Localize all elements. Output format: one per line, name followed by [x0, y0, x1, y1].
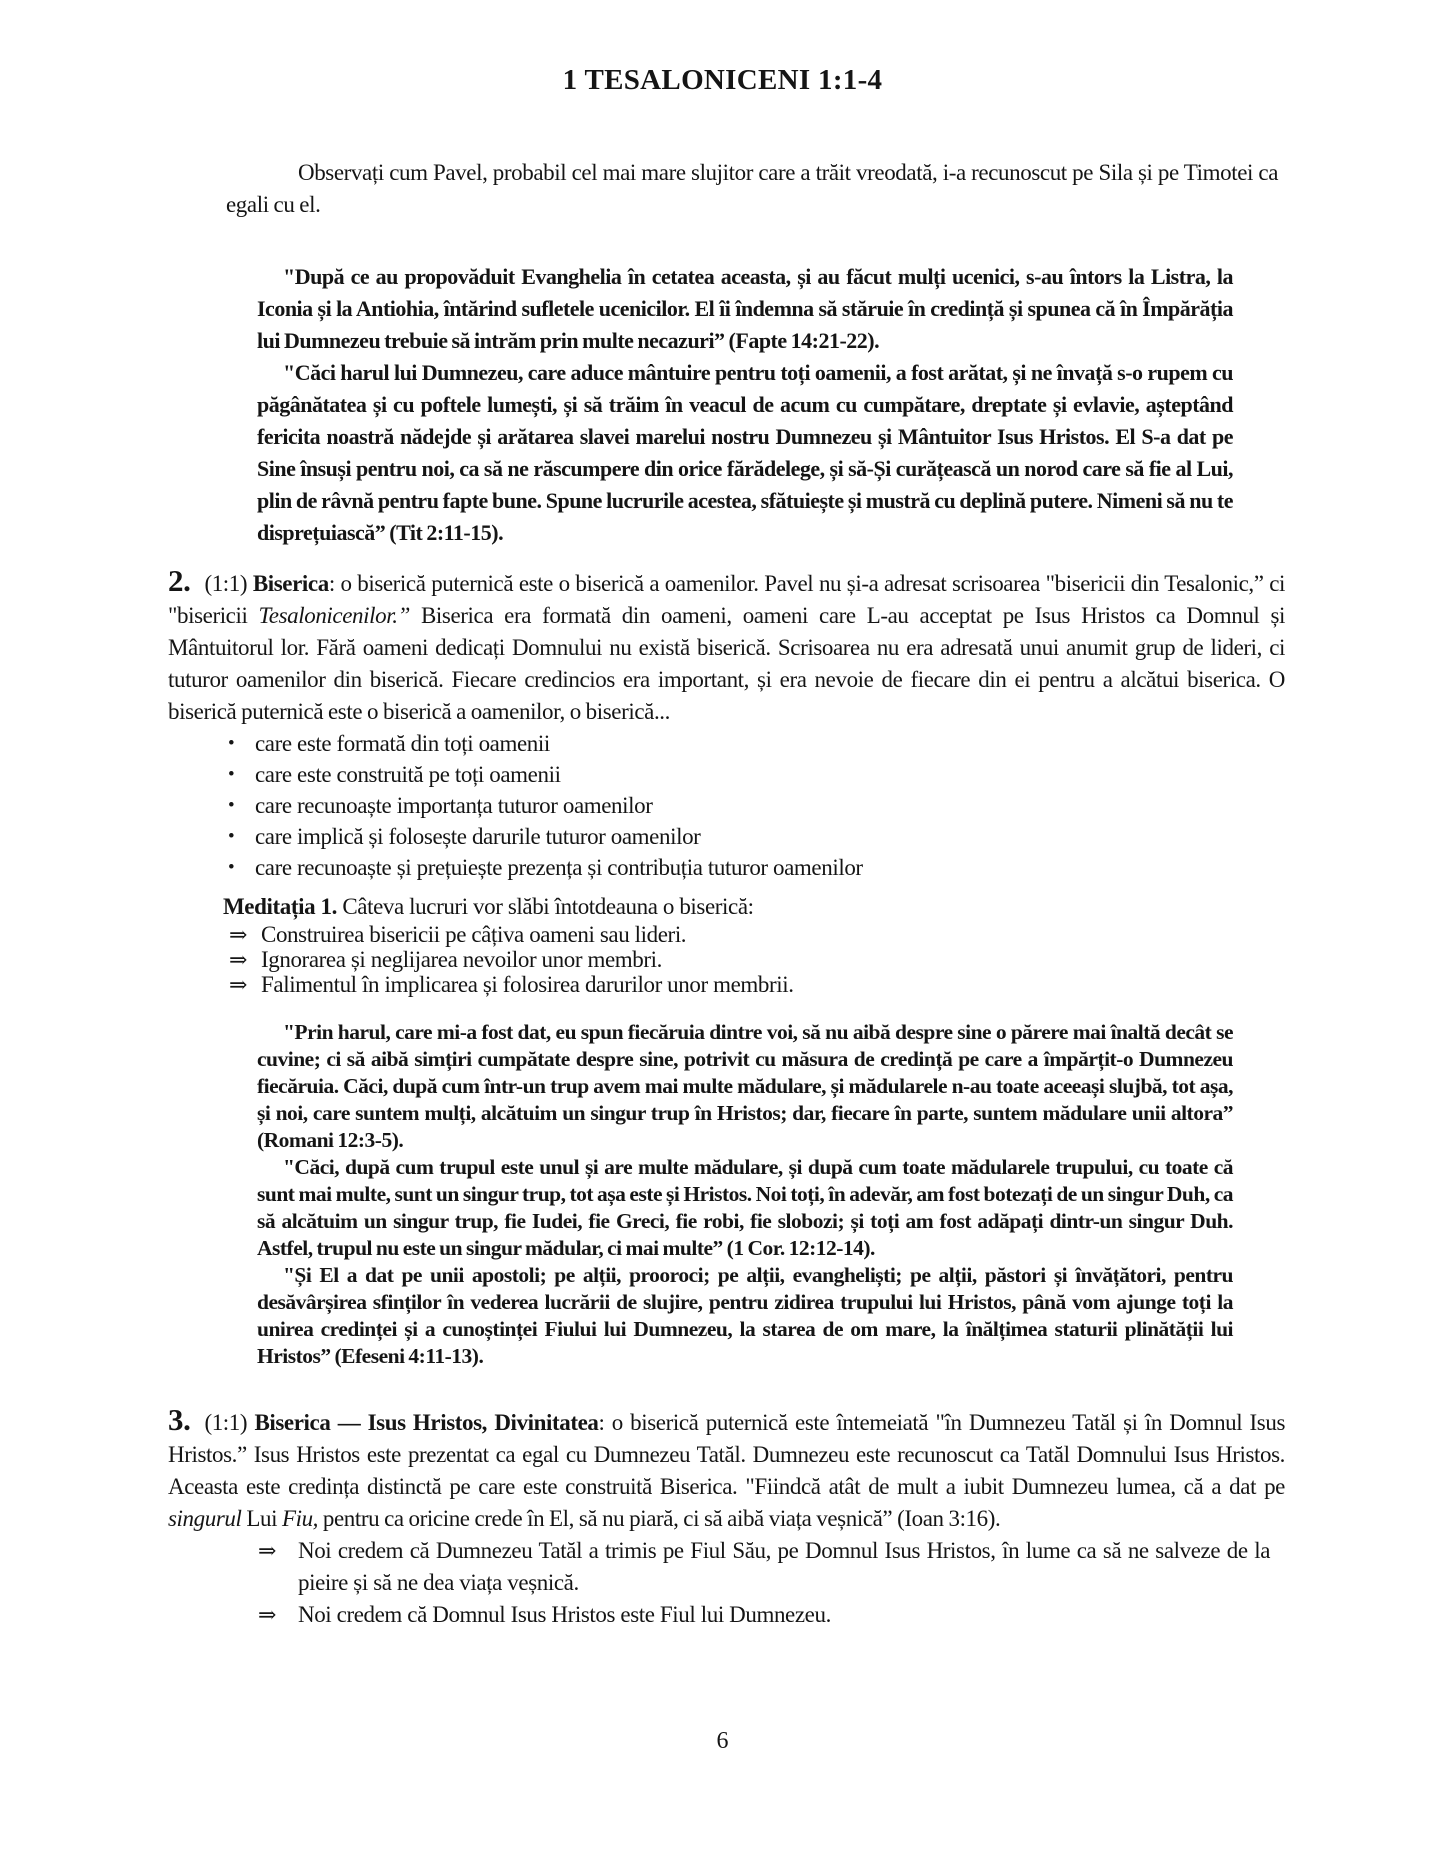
list-item [228, 790, 1275, 821]
section-3-keyword: Biserica — Isus Hristos, Divinitatea [254, 1410, 599, 1435]
section-3-paragraph [168, 1404, 1285, 1535]
list-item-text: Noi credem că Dumnezeu Tatăl a trimis pe Fiul Său, pe Domnul Isus Hristos, în lume ca să ne salveze de la pieire și să ne dea viața veșnică. [298, 1538, 1270, 1595]
section-2-body1: : o biserică puternică este o biserică a oamenilor. Pavel nu și-a adresat scrisoarea "bisericii din Tesalonic,” ci "bisericii [168, 571, 1286, 628]
list-item-text: Construirea bisericii pe câțiva oameni sau lideri. [261, 922, 687, 947]
scripture-quote-fapte: "După ce au propovăduit Evanghelia în cetatea aceasta, și au făcut mulți ucenici, s-au întors la Listra, la Iconia și la Antiohia, întărind sufletele ucenicilor. El îi îndemna să stăruie în credință și spunea că în Împărăția lui Dumnezeu trebuie să intrăm prin multe necazuri” (Fapte 14:21-22). [257, 264, 1233, 353]
scripture-quote-romani: "Prin harul, care mi-a fost dat, eu spun fiecăruia dintre voi, să nu aibă despre sine o părere mai înaltă decât se cuvine; ci să aibă simțiri cumpătate despre sine, potrivit cu măsura de credință pe care a împărțit-o Dumnezeu fiecăruia. Căci, după cum într-un trup avem mai multe mădulare, și mădularele n-au toate aceeași slujbă, tot așa, și noi, care suntem mulți, alcătuim un singur trup în Hristos; dar, fiecare în parte, suntem mădulare unii altora” (Romani 12:3-5). [257, 1020, 1233, 1152]
list-item [228, 728, 1275, 759]
section-3-italic1: singurul [168, 1506, 242, 1531]
list-item-text: Ignorarea și neglijarea nevoilor unor membri. [261, 947, 662, 972]
list-item [228, 852, 1275, 883]
meditation-lead: Câteva lucruri vor slăbi întotdeauna o biserică: [337, 894, 754, 919]
list-item-text: Falimentul în implicarea și folosirea darurilor unor membrii. [261, 972, 794, 997]
meditation-heading [223, 891, 1275, 922]
section-2-keyword: Biserica [252, 571, 329, 596]
section-3-body1: : o biserică puternică este întemeiată "în Dumnezeu Tatăl și în Domnul Isus Hristos.” Isus Hristos este prezentat ca egal cu Dumnezeu Tatăl. Dumnezeu este recunoscut ca Tatăl Domnului Isus Hristos. Aceasta este credința distinctă pe care este construită Biserica. "Fiindcă atât de mult a iubit Dumnezeu lumea, că a dat pe [168, 1410, 1286, 1499]
section-2-body2: Biserica era formată din oameni, oameni care L-au acceptat pe Isus Hristos ca Domnul și Mântuitorul lor. Fără oameni dedicați Domnului nu există biserică. Scrisoarea nu era adresată unui anumit grup de lideri, ci tuturor oamenilor din biserică. Fiecare credincios era important, și era nevoie de fiecare din ei pentru a alcătui biserica. O biserică puternică este o biserică a oamenilor, o biserică... [168, 603, 1285, 724]
list-item [229, 922, 1275, 947]
list-item-text: care este formată din toți oamenii [255, 731, 550, 756]
bullet-icon: • [228, 764, 235, 785]
arrow-icon: ⇒ [229, 972, 248, 997]
meditation-items-list [0, 922, 1445, 997]
scripture-quote-tit: "Căci harul lui Dumnezeu, care aduce mântuire pentru toți oamenii, a fost arătat, și ne învață s-o rupem cu păgânătatea și cu poftele lumești, și să trăim în veacul de acum cu cumpătare, dreptate și evlavie, așteptând fericita noastră nădejde și arătarea slavei marelui nostru Dumnezeu și Mântuitor Isus Hristos. El S-a dat pe Sine însuși pentru noi, ca să ne răscumpere din orice fărădelege, și să-Și curățească un norod care să fie al Lui, plin de râvnă pentru fapte bune. Spune lucrurile acestea, sfătuiește și mustră cu deplină putere. Nimeni să nu te disprețuiască” (Tit 2:11-15). [257, 360, 1233, 545]
list-item [228, 821, 1275, 852]
scripture-quote-efeseni: "Și El a dat pe unii apostoli; pe alții, prooroci; pe alții, evangheliști; pe alții, păstori și învățători, pentru desăvârșirea sfinților în vederea lucrării de slujire, pentru zidirea trupului lui Hristos, până vom ajunge toți la unirea credinței și a cunoștinței Fiului lui Dumnezeu, la starea de om mare, la înălțimea staturii plinătății lui Hristos” (Efeseni 4:11-13). [257, 1263, 1233, 1368]
arrow-icon: ⇒ [229, 947, 248, 972]
intro-paragraph: Observați cum Pavel, probabil cel mai mare slujitor care a trăit vreodată, i-a recunoscut pe Sila și pe Timotei ca egali cu el. [226, 160, 1278, 217]
arrow-icon: ⇒ [258, 1538, 277, 1563]
list-item-text: care recunoaște și prețuiește prezența și contribuția tuturor oamenilor [255, 855, 863, 880]
list-item [258, 1535, 1270, 1599]
section-3-number: 3. [168, 1402, 191, 1437]
section-2-paragraph [168, 565, 1285, 728]
list-item [229, 947, 1275, 972]
bullet-icon: • [228, 795, 235, 816]
beliefs-list [0, 1535, 1445, 1631]
list-item [228, 759, 1275, 790]
meditation-block [0, 891, 1445, 997]
list-item-text: Noi credem că Domnul Isus Hristos este Fiul lui Dumnezeu. [298, 1602, 831, 1627]
section-2-italic: Tesalonicenilor.” [258, 603, 410, 628]
section-2-ref: (1:1) [204, 571, 253, 596]
section-2-number: 2. [168, 563, 191, 598]
list-item [229, 972, 1275, 997]
list-item [258, 1599, 1270, 1631]
scripture-quote-corinteni: "Căci, după cum trupul este unul și are multe mădulare, și după cum toate mădularele trupului, cu toate că sunt mai multe, sunt un singur trup, tot așa este și Hristos. Noi toți, în adevăr, am fost botezați de un singur Duh, ca să alcătuim un singur trup, fie Iudei, fie Greci, fie robi, fie slobozi; și toți am fost adăpați dintr-un singur Duh. Astfel, trupul nu este un singur mădular, ci mai multe” (1 Cor. 12:12-14). [257, 1155, 1233, 1260]
section-3-ref: (1:1) [204, 1410, 255, 1435]
bullet-icon: • [228, 826, 235, 847]
arrow-icon: ⇒ [258, 1602, 277, 1627]
section-3-body2: Lui [241, 1506, 282, 1531]
list-item-text: care este construită pe toți oamenii [255, 762, 561, 787]
church-qualities-list [0, 728, 1445, 883]
page-number: 6 [716, 1728, 729, 1754]
list-item-text: care recunoaște importanța tuturor oamenilor [255, 793, 653, 818]
section-3-body3: pentru ca oricine crede în El, să nu piară, ci să aibă viața veșnică” (Ioan 3:16). [318, 1506, 1001, 1531]
page-title: 1 TESALONICENI 1:1-4 [562, 64, 883, 96]
meditation-label: Meditația 1. [223, 894, 338, 919]
list-item-text: care implică și folosește darurile tuturor oamenilor [255, 824, 701, 849]
arrow-icon: ⇒ [229, 922, 248, 947]
bullet-icon: • [228, 733, 235, 754]
bullet-icon: • [228, 857, 235, 878]
section-3-italic2: Fiu, [281, 1506, 319, 1531]
